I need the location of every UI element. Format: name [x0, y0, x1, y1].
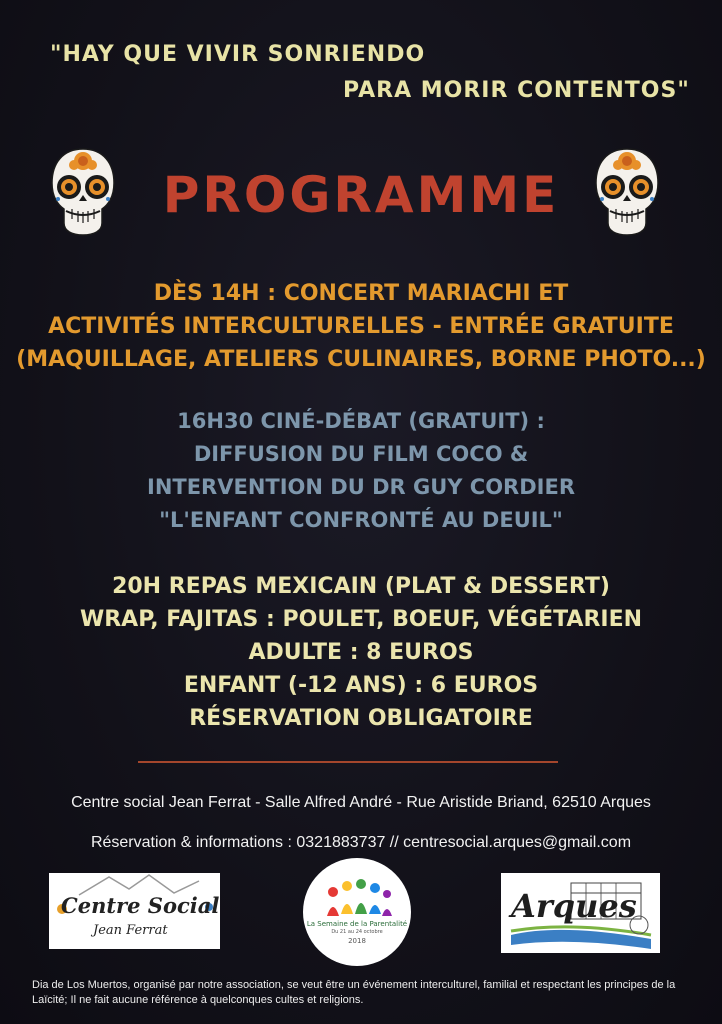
afternoon-line: ACTIVITÉS INTERCULTURELLES - ENTRÉE GRATUITE	[48, 314, 674, 339]
dinner-line: ENFANT (-12 ANS) : 6 EUROS	[183, 673, 539, 698]
arques-wordmark: Arques	[511, 887, 637, 925]
parentalite-dates: Du 21 au 24 octobre	[331, 929, 383, 935]
centre-social-subname: Jean Ferrat	[93, 923, 168, 938]
dinner-line: WRAP, FAJITAS : POULET, BOEUF, VÉGÉTARIEN	[79, 607, 643, 632]
dinner-line: RÉSERVATION OBLIGATOIRE	[189, 706, 533, 731]
afternoon-line: (MAQUILLAGE, ATELIERS CULINAIRES, BORNE PHOTO...)	[16, 347, 706, 372]
centre-social-name: Centre Social	[61, 893, 220, 918]
cine-line: DIFFUSION DU FILM COCO &	[193, 442, 529, 466]
page-title: PROGRAMME	[162, 166, 560, 224]
footer-disclaimer: Dia de Los Muertos, organisé par notre association, se veut être un événement interculturel, familial et respectant les principes de la Laïcité; Il ne fait aucune référence à quelconques cultes et religions.	[32, 979, 676, 1006]
afternoon-program	[0, 277, 722, 376]
parentalite-title: La Semaine de la Parentalité	[306, 920, 408, 928]
parentalite-year: 2018	[348, 937, 366, 945]
address-text: Centre social Jean Ferrat - Salle Alfred André - Rue Aristide Briand, 62510 Arques	[71, 794, 651, 811]
quote-line-2: PARA MORIR CONTENTOS"	[343, 78, 690, 103]
people-icon	[303, 858, 411, 966]
dinner-line: 20H REPAS MEXICAIN (PLAT & DESSERT)	[112, 574, 610, 599]
cine-debat-program	[0, 405, 722, 537]
quote-line-1: "HAY QUE VIVIR SONRIENDO	[50, 42, 426, 67]
dinner-line: ADULTE : 8 EUROS	[248, 640, 474, 665]
cine-line: 16H30 CINÉ-DÉBAT (GRATUIT) :	[177, 409, 545, 433]
afternoon-line: DÈS 14H : CONCERT MARIACHI ET	[153, 281, 569, 306]
dinner-program	[0, 570, 722, 735]
cine-line: "L'ENFANT CONFRONTÉ AU DEUIL"	[159, 508, 563, 532]
cine-line: INTERVENTION DU DR GUY CORDIER	[147, 475, 575, 499]
parentalite-logo	[303, 858, 411, 966]
reservation-info: Réservation & informations : 0321883737 // centresocial.arques@gmail.com	[90, 834, 632, 851]
centre-social-logo	[49, 873, 220, 949]
arques-logo	[501, 873, 660, 953]
divider	[138, 761, 558, 763]
